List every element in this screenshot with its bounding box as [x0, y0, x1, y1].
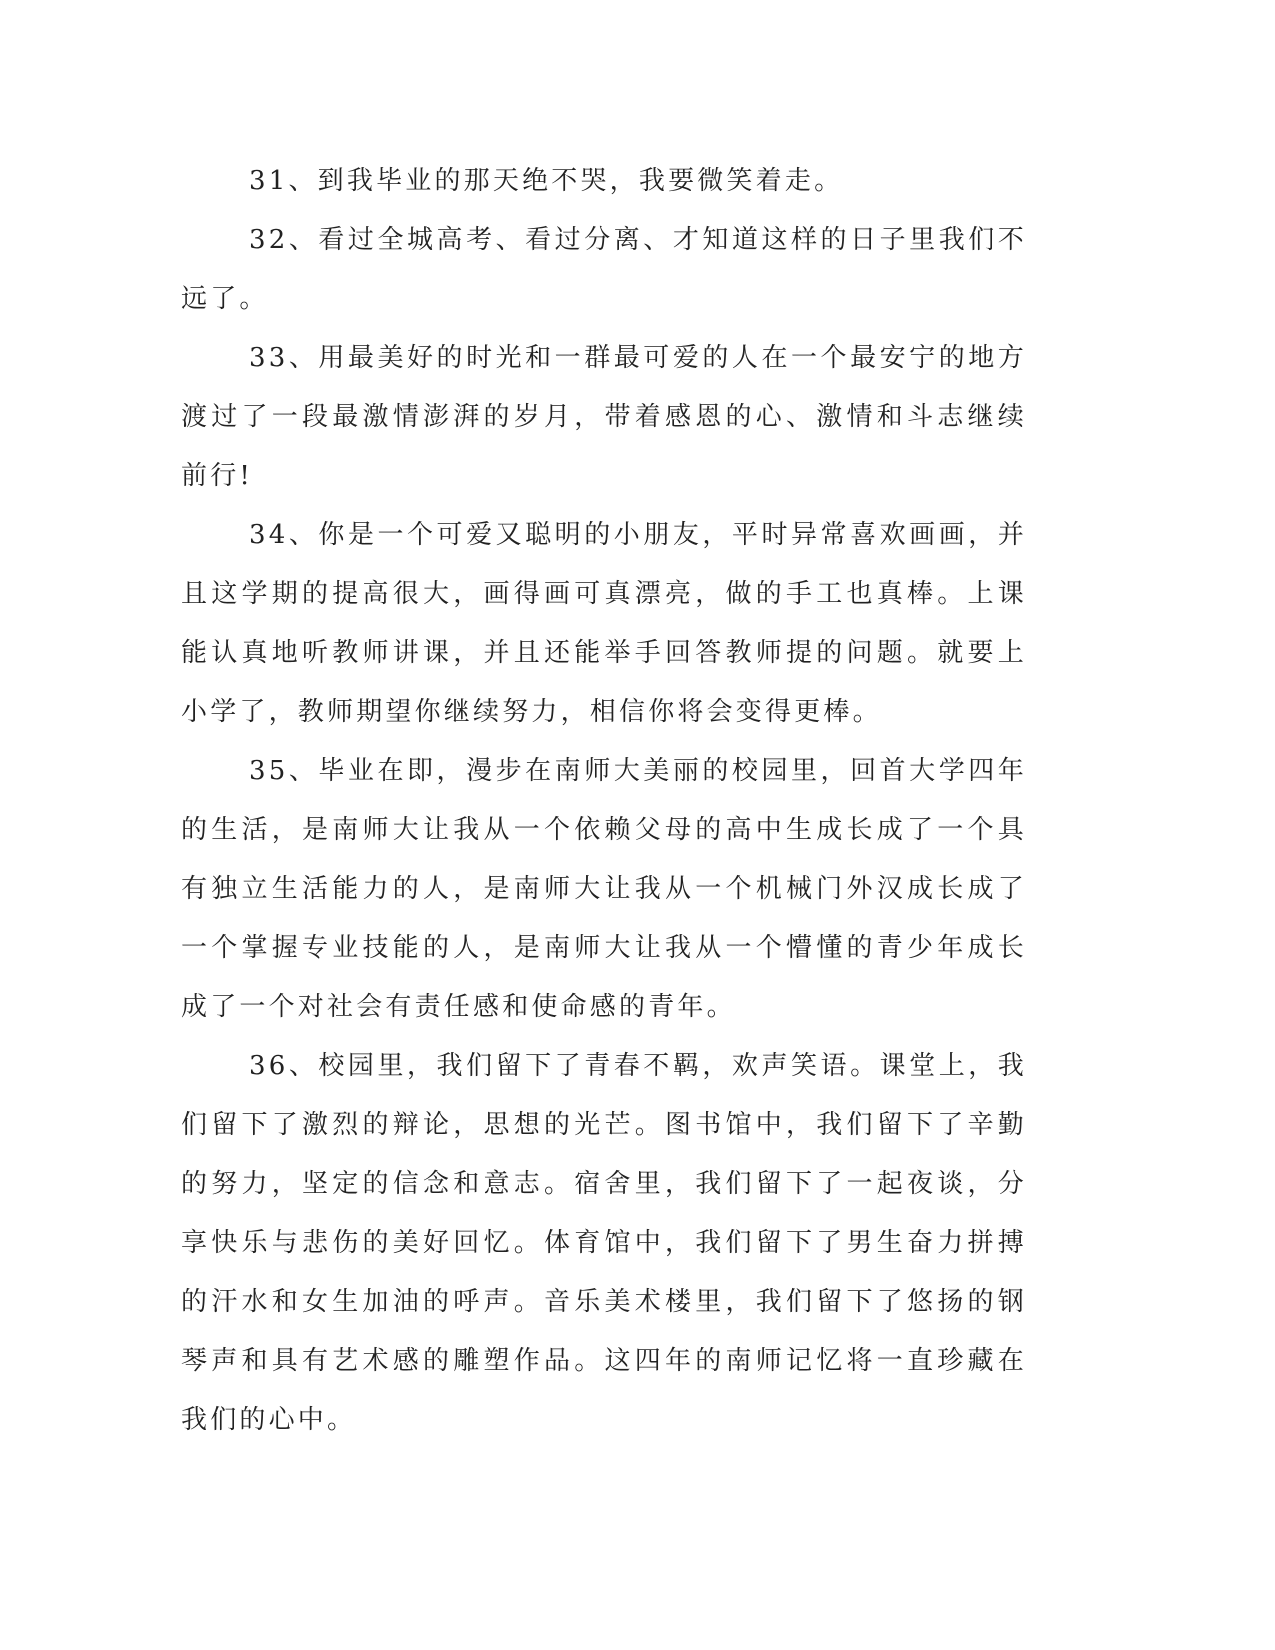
- paragraph-32: 32、看过全城高考、看过分离、才知道这样的日子里我们不远了。: [181, 225, 1027, 314]
- paragraph-35: 35、毕业在即，漫步在南师大美丽的校园里，回首大学四年的生活，是南师大让我从一个依赖父母的高中生成长成了一个具有独立生活能力的人，是南师大让我从一个机械门外汉成长成了一个掌握专业技能的人，是南师大让我从一个懵懂的青少年成长成了一个对社会有责任感和使命感的青年。: [181, 756, 1027, 1022]
- paragraph-33: 33、用最美好的时光和一群最可爱的人在一个最安宁的地方渡过了一段最激情澎湃的岁月，带着感恩的心、激情和斗志继续前行!: [181, 343, 1027, 491]
- paragraph-34: 34、你是一个可爱又聪明的小朋友，平时异常喜欢画画，并且这学期的提高很大，画得画可真漂亮，做的手工也真棒。上课能认真地听教师讲课，并且还能举手回答教师提的问题。就要上小学了，教师期望你继续努力，相信你将会变得更棒。: [181, 520, 1027, 727]
- paragraph-31: 31、到我毕业的那天绝不哭，我要微笑着走。: [249, 166, 844, 196]
- document-body: [181, 152, 1027, 1450]
- paragraph-36: 36、校园里，我们留下了青春不羁，欢声笑语。课堂上，我们留下了激烈的辩论，思想的光芒。图书馆中，我们留下了辛勤的努力，坚定的信念和意志。宿舍里，我们留下了一起夜谈，分享快乐与悲伤的美好回忆。体育馆中，我们留下了男生奋力拼搏的汗水和女生加油的呼声。音乐美术楼里，我们留下了悠扬的钢琴声和具有艺术感的雕塑作品。这四年的南师记忆将一直珍藏在我们的心中。: [181, 1051, 1027, 1435]
